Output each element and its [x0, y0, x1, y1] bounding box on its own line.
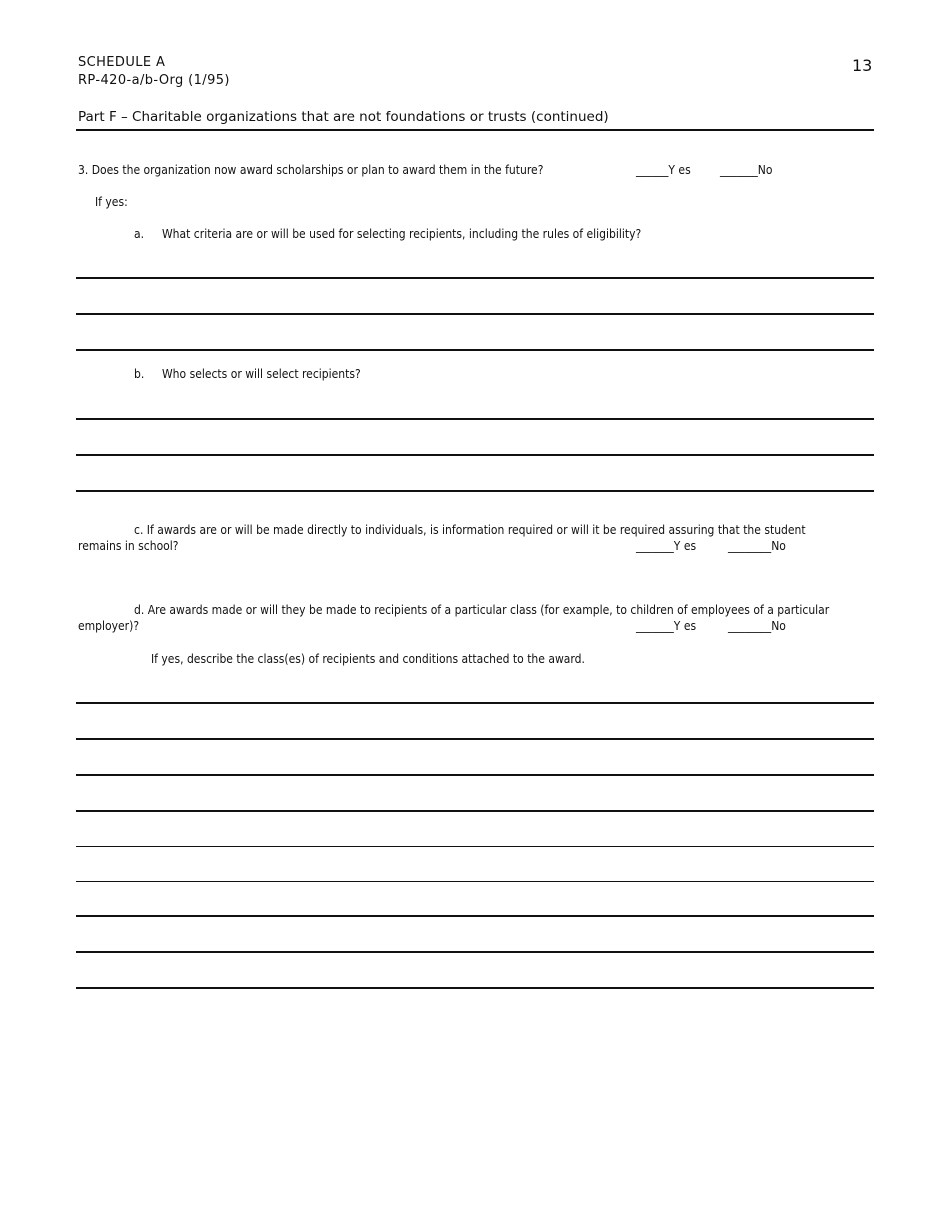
item-c-question: c. If awards are or will be made directly to individuals, is information required or will it be required assuring that the student	[134, 523, 806, 537]
item-a-question: What criteria are or will be used for selecting recipients, including the rules of eligibility?	[162, 227, 642, 241]
answer-line-d8[interactable]	[76, 951, 874, 953]
item-b-letter: b.	[134, 367, 145, 381]
form-code: RP-420-a/b-Org (1/95)	[78, 73, 230, 88]
answer-line-d1[interactable]	[76, 702, 874, 704]
answer-line-d2[interactable]	[76, 738, 874, 740]
answer-line-b1[interactable]	[76, 418, 874, 420]
item-a-letter: a.	[134, 227, 145, 241]
q3-yes-field[interactable]: ______Y es	[636, 163, 691, 177]
answer-line-d3[interactable]	[76, 774, 874, 776]
item-d-no-field[interactable]: ________No	[728, 619, 786, 633]
schedule-label: SCHEDULE A	[78, 55, 166, 70]
answer-line-b3[interactable]	[76, 490, 874, 492]
answer-line-d5[interactable]	[76, 846, 874, 847]
item-c-no-field[interactable]: ________No	[728, 539, 786, 553]
q3-no-field[interactable]: _______No	[720, 163, 773, 177]
if-yes-label: If yes:	[95, 195, 128, 209]
answer-line-d7[interactable]	[76, 915, 874, 917]
answer-line-a3[interactable]	[76, 349, 874, 351]
answer-line-d6[interactable]	[76, 881, 874, 882]
answer-line-a2[interactable]	[76, 313, 874, 315]
answer-line-b2[interactable]	[76, 454, 874, 456]
item-d-question: d. Are awards made or will they be made to recipients of a particular class (for example, to children of employees of a particular	[134, 603, 830, 617]
item-c-yes-field[interactable]: _______Y es	[636, 539, 697, 553]
answer-line-d4[interactable]	[76, 810, 874, 812]
page-number: 13	[852, 56, 873, 75]
answer-line-d9[interactable]	[76, 987, 874, 989]
header-rule	[76, 129, 874, 131]
part-title: Part F – Charitable organizations that are not foundations or trusts (continued)	[78, 109, 609, 125]
item-d-describe: If yes, describe the class(es) of recipients and conditions attached to the award.	[151, 652, 585, 666]
item-b-question: Who selects or will select recipients?	[162, 367, 361, 381]
item-c-question-cont: remains in school?	[78, 539, 179, 553]
item-d-question-cont: employer)?	[78, 619, 140, 633]
answer-line-a1[interactable]	[76, 277, 874, 279]
item-d-yes-field[interactable]: _______Y es	[636, 619, 697, 633]
question-3: 3. Does the organization now award scholarships or plan to award them in the future?	[78, 163, 544, 177]
